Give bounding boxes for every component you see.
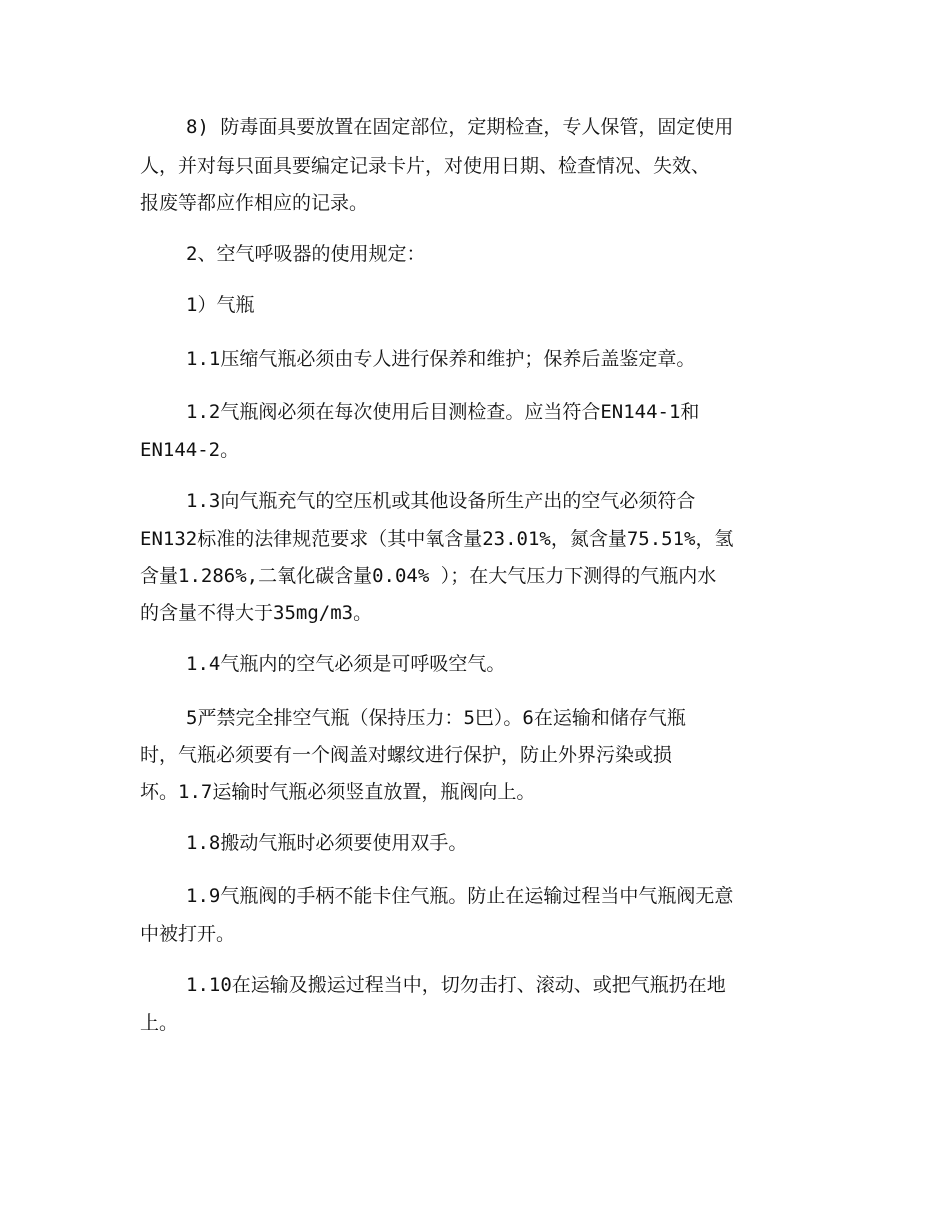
paragraph-gas-mask-line-3: 报废等都应作相应的记录。 bbox=[140, 192, 369, 214]
paragraph-gas-mask-line-2: 人，并对每只面具要编定记录卡片，对使用日期、检查情况、失效、 bbox=[140, 155, 711, 177]
item-5-6-line-1: 5严禁完全排空气瓶（保持压力：5巴）。6在运输和储存气瓶 bbox=[186, 707, 686, 729]
item-1-3-line-3: 含量1.286%,二氧化碳含量0.04% ）；在大气压力下测得的气瓶内水 bbox=[140, 565, 717, 587]
subheading-cylinder: 1）气瓶 bbox=[186, 294, 255, 316]
item-1-1-line-1: 1.1压缩气瓶必须由专人进行保养和维护；保养后盖鉴定章。 bbox=[186, 348, 696, 370]
item-1-3-line-4: 的含量不得大于35mg/m3。 bbox=[140, 602, 373, 624]
item-1-9-line-2: 中被打开。 bbox=[140, 923, 236, 945]
item-1-2-line-1: 1.2气瓶阀必须在每次使用后目测检查。应当符合EN144-1和 bbox=[186, 401, 700, 423]
item-1-9-line-1: 1.9气瓶阀的手柄不能卡住气瓶。防止在运输过程当中气瓶阀无意 bbox=[186, 885, 734, 907]
item-1-3-line-2: EN132标准的法律规范要求（其中氧含量23.01%，氮含量75.51%，氢 bbox=[140, 528, 734, 550]
section-heading-air-breathing: 2、空气呼吸器的使用规定： bbox=[186, 243, 426, 265]
item-5-6-line-2: 时，气瓶必须要有一个阀盖对螺纹进行保护，防止外界污染或损 bbox=[140, 744, 673, 766]
item-1-3-line-1: 1.3向气瓶充气的空压机或其他设备所生产出的空气必须符合 bbox=[186, 490, 696, 512]
item-1-10-line-1: 1.10在运输及搬运过程当中，切勿击打、滚动、或把气瓶扔在地 bbox=[186, 974, 726, 996]
item-1-10-line-2: 上。 bbox=[140, 1012, 179, 1034]
item-1-8-line-1: 1.8搬动气瓶时必须要使用双手。 bbox=[186, 832, 468, 854]
paragraph-gas-mask-line-1: 8) 防毒面具要放置在固定部位，定期检查，专人保管，固定使用 bbox=[186, 116, 734, 138]
item-1-2-line-2: EN144-2。 bbox=[140, 439, 240, 461]
item-5-6-line-3: 坏。1.7运输时气瓶必须竖直放置，瓶阀向上。 bbox=[140, 781, 536, 803]
item-1-4-line-1: 1.4气瓶内的空气必须是可呼吸空气。 bbox=[186, 653, 506, 675]
